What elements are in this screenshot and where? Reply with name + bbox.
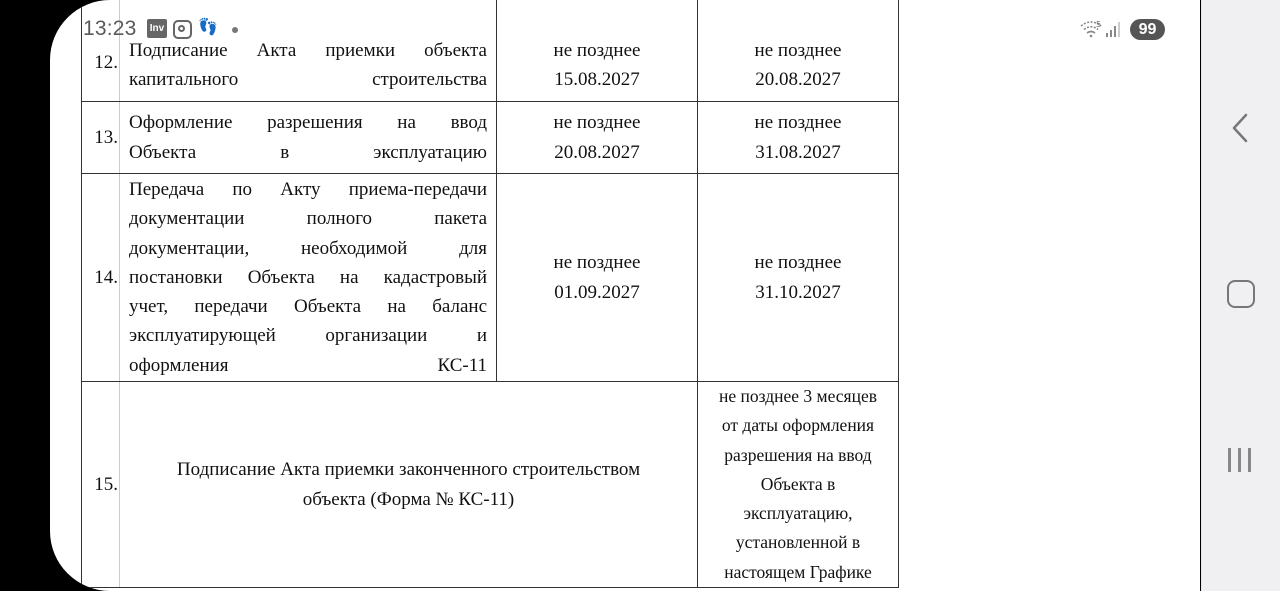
footsteps-icon: 👣 — [198, 17, 218, 36]
clock: 13:23 — [83, 17, 137, 40]
end-date-cell: не позднее 20.08.2027 — [698, 0, 899, 102]
document-viewer[interactable] — [50, 0, 1200, 591]
inv-app-icon: Inv — [147, 19, 167, 38]
row-description: Подписание Акта приемки объекта капитального строительства — [120, 0, 497, 102]
wifi-icon — [1080, 20, 1104, 42]
battery-indicator: 99 — [1130, 19, 1165, 40]
schedule-table — [81, 0, 899, 588]
table-row — [82, 174, 899, 382]
start-date-cell: не позднее 15.08.2027 — [497, 0, 698, 102]
end-date-cell: не позднее 31.10.2027 — [698, 174, 899, 382]
table-row — [82, 382, 899, 588]
signal-strength-icon — [1106, 21, 1122, 37]
back-icon[interactable] — [1231, 113, 1249, 143]
row-description: Передача по Акту приема-передачи документации полного пакета документации, необходимой для постановки Объекта на кадастровый учет, передачи Объекта на баланс эксплуатирующей организации и оформления КС-11 — [120, 174, 497, 382]
home-icon[interactable] — [1227, 280, 1255, 308]
row-description: Подписание Акта приемки законченного строительством объекта (Форма № КС-11) — [120, 382, 698, 588]
table-row — [82, 0, 899, 102]
row-description: Оформление разрешения на ввод Объекта в эксплуатацию — [120, 102, 497, 174]
table-row — [82, 102, 899, 174]
row-number: 13. — [82, 102, 120, 174]
row-number: 14. — [82, 174, 120, 382]
recents-icon[interactable] — [1228, 448, 1252, 472]
end-date-cell: не позднее 3 месяцев от даты оформления разрешения на ввод Объекта в эксплуатацию, установленной в настоящем Графике — [698, 382, 899, 588]
svg-text:5: 5 — [1096, 20, 1102, 29]
end-date-cell: не позднее 31.08.2027 — [698, 102, 899, 174]
start-date-cell: не позднее 20.08.2027 — [497, 102, 698, 174]
row-number: 12. — [82, 0, 120, 102]
start-date-cell: не позднее 01.09.2027 — [497, 174, 698, 382]
row-number: 15. — [82, 382, 120, 588]
